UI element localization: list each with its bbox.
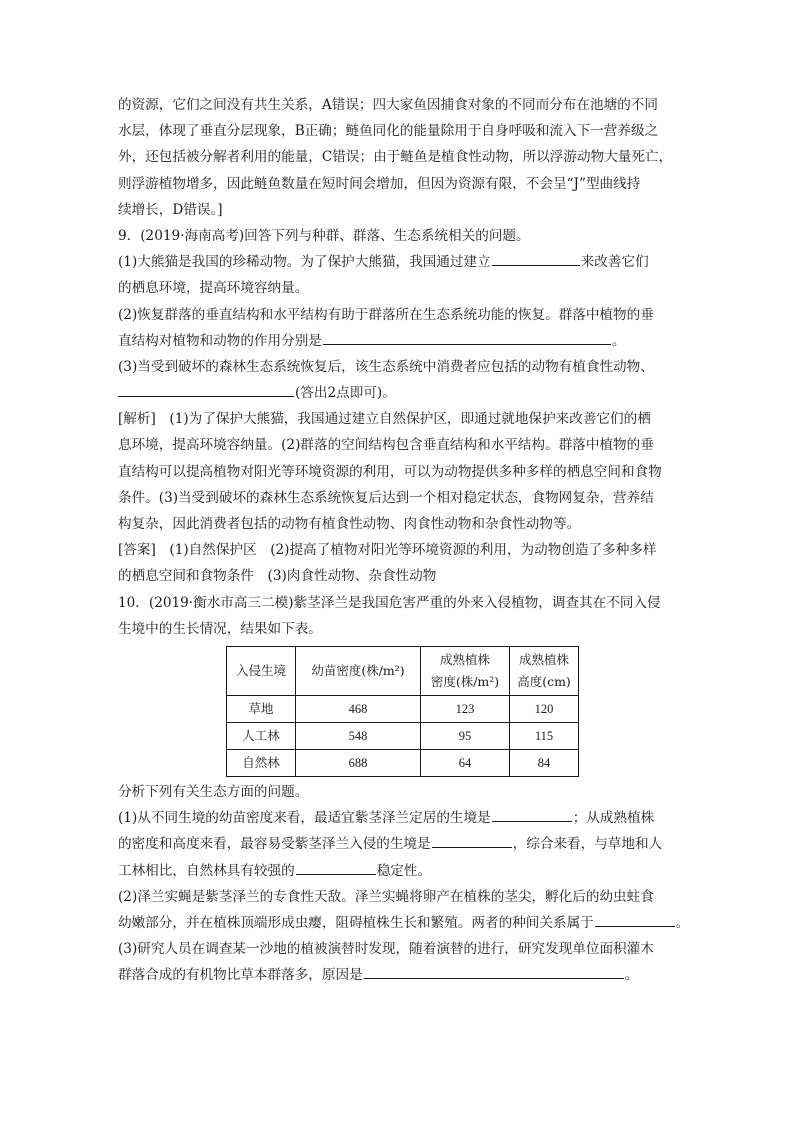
- q10-part2-line2: [118, 910, 690, 936]
- q9-part3-text-b: (答出2点即可)。: [295, 385, 396, 402]
- q9-part2-line2: [118, 328, 678, 354]
- q10-part2-text-b: 幼嫩部分，并在植株顶端形成虫瘿，阻碍植株生长和繁殖。两者的种间关系属于: [118, 914, 594, 931]
- table-header-cell: 入侵生境: [227, 646, 296, 695]
- q10-part1-line: [118, 805, 678, 831]
- q10-part2-line: (2)泽兰实蝇是紫茎泽兰的专食性天敌。泽兰实蝇将卵产在植株的茎尖，孵化后的幼虫蛀食: [118, 888, 654, 905]
- q10-part3-line: (3)研究人员在调查某一沙地的植被演替时发现，随着演替的进行，研究发现单位面积灌木: [118, 941, 654, 958]
- table-cell: 120: [510, 695, 579, 722]
- table-cell: 115: [510, 722, 579, 749]
- q9-part3-line: (3)当受到破坏的森林生态系统恢复后，该生态系统中消费者应包括的动物有植食性动物、: [118, 358, 654, 375]
- answer-line: [答案] (1)自然保护区 (2)提高了植物对阳光等环境资源的利用，为动物创造了多种多样: [118, 542, 657, 559]
- q9-part2-line: (2)恢复群落的垂直结构和水平结构有助于群落所在生态系统功能的恢复。群落中植物的垂: [118, 306, 654, 323]
- table-cell: 688: [296, 749, 421, 776]
- q10-part1-text-b: ；从成熟植株: [572, 810, 655, 827]
- answer-blank[interactable]: [492, 250, 580, 266]
- answer-blank[interactable]: [364, 963, 624, 979]
- text-line: 外，还包括被分解者利用的能量，C错误；由于鲢鱼是植食性动物，所以浮游动物大量死亡，: [118, 149, 673, 166]
- text-line: 的资源，它们之间没有共生关系，A错误；四大家鱼因捕食对象的不同而分布在池塘的不同: [118, 97, 658, 113]
- q10-part1-text-c: 的密度和高度来看，最容易受紫茎泽兰入侵的生境是: [118, 836, 431, 853]
- table-row: [227, 695, 579, 722]
- header-top: 成熟植株: [518, 651, 569, 667]
- header-top: 成熟植株: [439, 651, 490, 667]
- table-header-row: [227, 646, 579, 695]
- table-cell: 64: [421, 749, 510, 776]
- q10-part2-text-c: 。: [675, 914, 690, 931]
- q10-part3-text-b: 群落合成的有机物比草本群落多，原因是: [118, 967, 363, 984]
- answer-blank[interactable]: [492, 806, 572, 822]
- answer-blank[interactable]: [118, 381, 294, 397]
- table-cell: 自然林: [227, 749, 296, 776]
- invasion-data-table: [226, 646, 579, 777]
- q10-part3-text-c: 。: [624, 967, 639, 984]
- analysis-line: 直结构可以提高植物对阳光等环境资源的利用，可以为动物提供多种多样的栖息空间和食物: [118, 463, 662, 480]
- question-10-header-line2: 生境中的生长情况，结果如下表。: [118, 620, 322, 637]
- analysis-line: 条件。(3)当受到破坏的森林生态系统恢复后达到一个相对稳定状态，食物网复杂，营养结: [118, 489, 654, 506]
- data-table-wrapper: [226, 646, 678, 777]
- text-line: 续增长，D错误。]: [118, 201, 223, 218]
- q10-part1-text-e: 工林相比，自然林具有较强的: [118, 862, 295, 879]
- question-9-header: 9．(2019·海南高考)回答下列与种群、群落、生态系统相关的问题。: [118, 227, 530, 244]
- after-table-text: 分析下列有关生态方面的问题。: [118, 783, 309, 800]
- answer-blank[interactable]: [323, 329, 611, 345]
- q9-part1-text-b: 来改善它们: [580, 254, 649, 271]
- q10-part1-text-f: 稳定性。: [376, 862, 432, 879]
- answer-blank[interactable]: [432, 832, 512, 848]
- table-row: [227, 749, 579, 776]
- q10-part1-line2: [118, 831, 678, 857]
- q10-part3-line2: [118, 962, 678, 988]
- answer-line: 的栖息空间和食物条件 (3)肉食性动物、杂食性动物: [118, 568, 437, 585]
- table-cell: 123: [421, 695, 510, 722]
- table-cell: 548: [296, 722, 421, 749]
- q9-part3-line2: [118, 380, 678, 406]
- header-bottom: 密度(株/m²): [430, 673, 500, 689]
- q10-part1-text-a: (1)从不同生境的幼苗密度来看，最适宜紫茎泽兰定居的生境是: [118, 810, 491, 827]
- table-cell: 84: [510, 749, 579, 776]
- table-cell: 草地: [227, 695, 296, 722]
- analysis-line: 息环境，提高环境容纳量。(2)群落的空间结构包含垂直结构和水平结构。群落中植物的垂: [118, 437, 654, 454]
- header-bottom: 高度(cm): [517, 673, 571, 689]
- text-line: 则浮游植物增多，因此鲢鱼数量在短时间会增加，但因为资源有限，不会呈“J”型曲线持: [118, 175, 641, 192]
- table-header-cell: 幼苗密度(株/m²): [296, 646, 421, 695]
- answer-blank[interactable]: [595, 911, 675, 927]
- q10-part1-text-d: ，综合来看，与草地和人: [512, 836, 663, 853]
- table-row: [227, 722, 579, 749]
- q9-part1-line2: 的栖息环境，提高环境容纳量。: [118, 280, 309, 297]
- q9-part2-text-b: 直结构对植物和动物的作用分别是: [118, 332, 322, 349]
- answer-blank[interactable]: [296, 859, 376, 875]
- table-cell: 95: [421, 722, 510, 749]
- q9-part2-text-c: 。: [611, 332, 626, 349]
- table-cell: 人工林: [227, 722, 296, 749]
- table-header-cell: [510, 646, 579, 695]
- analysis-line: 构复杂，因此消费者包括的动物有植食性动物、肉食性动物和杂食性动物等。: [118, 516, 581, 532]
- text-line: 水层，体现了垂直分层现象，B正确；鲢鱼同化的能量除用于自身呼吸和流入下一营养级之: [118, 123, 659, 140]
- analysis-line: [解析] (1)为了保护大熊猫，我国通过建立自然保护区，即通过就地保护来改善它们的栖: [118, 411, 651, 428]
- q10-part1-line3: [118, 858, 678, 884]
- q9-part1-text-a: (1)大熊猫是我国的珍稀动物。为了保护大熊猫，我国通过建立: [118, 254, 491, 271]
- table-cell: 468: [296, 695, 421, 722]
- table-header-cell: [421, 646, 510, 695]
- question-10-header: 10．(2019·衡水市高三二模)紫茎泽兰是我国危害严重的外来入侵植物，调查其在不同入侵: [118, 594, 661, 611]
- document-page: [118, 92, 690, 988]
- q9-part1-line: [118, 249, 678, 275]
